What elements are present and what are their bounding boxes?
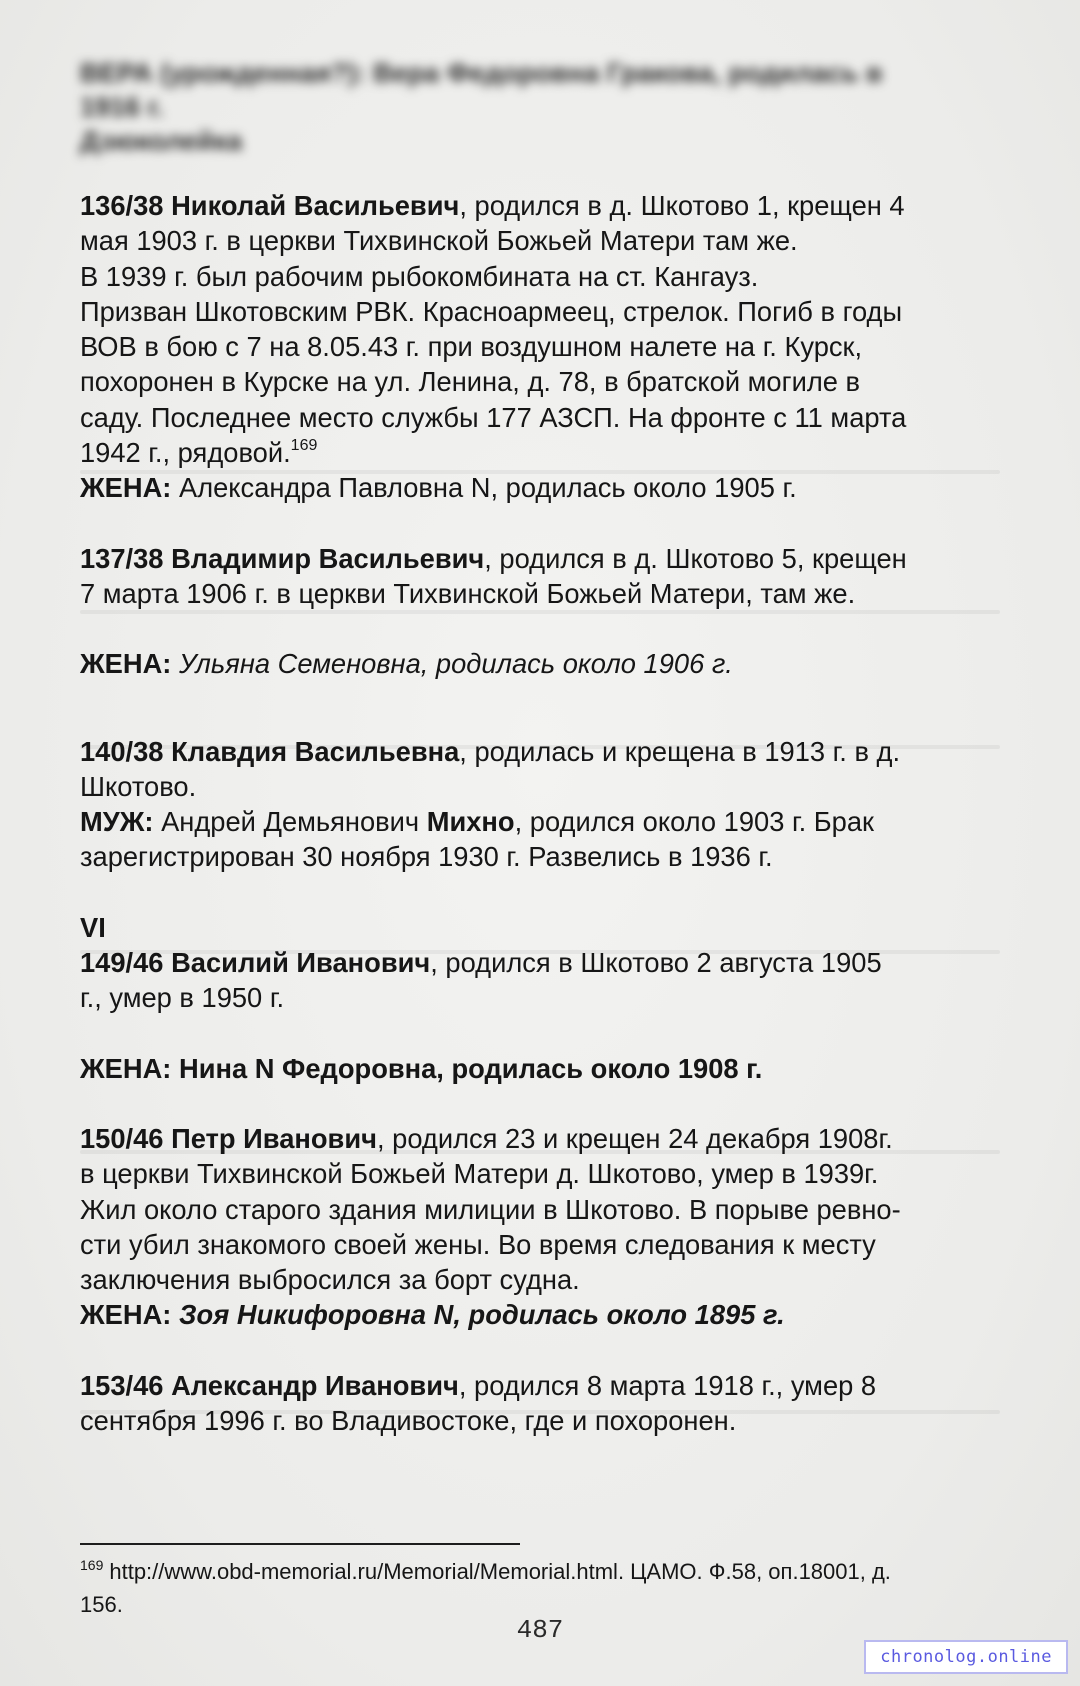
entry-name: Василий Иванович	[171, 947, 431, 979]
spouse-text: Нина N Федоровна, родилась около 1908 г.	[171, 1052, 763, 1084]
entry-text: , родился 8 марта 1918 г., умер 8	[458, 1369, 877, 1401]
spouse-line	[80, 1297, 1020, 1332]
spouse-line: зарегистрирован 30 ноября 1930 г. Развелись в 1936 г.	[80, 841, 773, 873]
watermark-badge[interactable]: chronolog.online	[864, 1640, 1068, 1674]
spouse-label: ЖЕНА:	[80, 648, 172, 680]
spouse-line	[80, 1051, 1020, 1086]
spouse-text: Ульяна Семеновна, родилась около 1906 г.	[171, 648, 733, 680]
entry-line	[80, 435, 1020, 470]
spouse-text: , родился около 1903 г. Брак	[514, 806, 874, 838]
entry-name: Владимир Васильевич	[171, 542, 485, 574]
entry-line: саду. Последнее место службы 177 АЗСП. На фронте с 11 марта	[80, 401, 907, 433]
entry-line: сти убил знакомого своей жены. Во время следования к месту	[80, 1228, 876, 1260]
footnote-divider	[80, 1543, 520, 1545]
entry-name: Николай Васильевич	[171, 190, 460, 221]
genealogy-entry	[80, 541, 1020, 682]
spouse-text: Александра Павловна N, родилась около 1905 г.	[171, 472, 797, 504]
entry-name: Клавдия Васильевна	[171, 735, 460, 767]
spouse-label: ЖЕНА:	[80, 1299, 172, 1331]
entry-name: Александр Иванович	[171, 1369, 459, 1401]
page-number: 487	[516, 1615, 564, 1645]
entry-id: 140/38	[80, 735, 164, 767]
entry-line	[80, 1121, 1020, 1156]
entry-line: В 1939 г. был рабочим рыбокомбината на ст. Кангауз.	[80, 260, 759, 292]
footnote-mark: 169	[80, 1557, 104, 1573]
footnote	[80, 1555, 980, 1621]
genealogy-entry	[80, 945, 1020, 1086]
entry-line: Жил около старого здания милиции в Шкотово. В порыве ревно-	[80, 1193, 901, 1225]
entry-line: г., умер в 1950 г.	[80, 982, 285, 1014]
generation-heading: VI	[80, 911, 106, 943]
entry-line	[80, 1368, 1020, 1403]
genealogy-entry	[80, 1121, 1020, 1333]
entry-text: , родился в д. Шкотово 5, крещен	[484, 542, 907, 574]
blurred-header-line: Дзюколейка	[80, 126, 243, 156]
entry-id: 136/38	[80, 190, 164, 221]
spouse-label: МУЖ:	[80, 806, 154, 838]
entry-id: 149/46	[80, 947, 164, 979]
genealogy-entry	[80, 734, 1020, 875]
blurred-header-line: ВЕРА (урожденная?): Вера Федоровна Гракова, родилась в	[80, 58, 883, 88]
entry-line: мая 1903 г. в церкви Тихвинской Божьей Матери там же.	[80, 225, 798, 257]
blurred-header	[80, 56, 1010, 158]
entry-text: 1942 г., рядовой.	[80, 437, 291, 469]
entry-name: Петр Иванович	[171, 1122, 377, 1154]
spouse-line	[80, 804, 1020, 839]
genealogy-entry	[80, 188, 1020, 506]
entry-line: ВОВ в бою с 7 на 8.05.43 г. при воздушном налете на г. Курск,	[80, 331, 863, 363]
main-text	[80, 188, 1020, 1438]
entry-text: , родилась и крещена в 1913 г. в д.	[459, 735, 901, 767]
entry-id: 153/46	[80, 1369, 164, 1401]
footnote-link[interactable]: http://www.obd-memorial.ru/Memorial/Memorial.html. ЦАМО. Ф.58, оп.18001, д.	[109, 1559, 891, 1584]
spouse-label: ЖЕНА:	[80, 1052, 172, 1084]
entry-id: 150/46	[80, 1122, 164, 1154]
spouse-line	[80, 470, 1020, 505]
entry-text: , родился 23 и крещен 24 декабря 1908г.	[376, 1122, 893, 1154]
spouse-text: Андрей Демьянович	[153, 806, 427, 838]
genealogy-entry	[80, 1368, 1020, 1439]
entry-line: заключения выбросился за борт судна.	[80, 1264, 580, 1296]
entry-line: Призван Шкотовским РВК. Красноармеец, стрелок. Погиб в годы	[80, 295, 903, 327]
entry-line: в церкви Тихвинской Божьей Матери д. Шкотово, умер в 1939г.	[80, 1158, 879, 1190]
entry-text: , родился в д. Шкотово 1, крещен 4	[459, 190, 905, 221]
footnote-reference[interactable]: 169	[290, 437, 318, 455]
footnote-line	[80, 1555, 980, 1588]
entry-line	[80, 734, 1020, 769]
entry-line	[80, 188, 1020, 223]
entry-line: 7 марта 1906 г. в церкви Тихвинской Божьей Матери, там же.	[80, 577, 856, 609]
spouse-line	[80, 646, 1020, 681]
spouse-surname: Михно	[426, 806, 515, 838]
entry-text: , родился в Шкотово 2 августа 1905	[430, 947, 882, 979]
spouse-text: Зоя Никифоровна N, родилась около 1895 г.	[171, 1299, 785, 1331]
entry-line	[80, 945, 1020, 980]
entry-line: сентября 1996 г. во Владивостоке, где и похоронен.	[80, 1405, 737, 1437]
blurred-header-line: 1916 г.	[80, 92, 164, 122]
entry-line	[80, 541, 1020, 576]
entry-line: Шкотово.	[80, 770, 197, 802]
entry-id: 137/38	[80, 542, 164, 574]
footnote-line: 156.	[80, 1592, 123, 1617]
spouse-label: ЖЕНА:	[80, 472, 172, 504]
entry-line: похоронен в Курске на ул. Ленина, д. 78, в братской могиле в	[80, 366, 861, 398]
